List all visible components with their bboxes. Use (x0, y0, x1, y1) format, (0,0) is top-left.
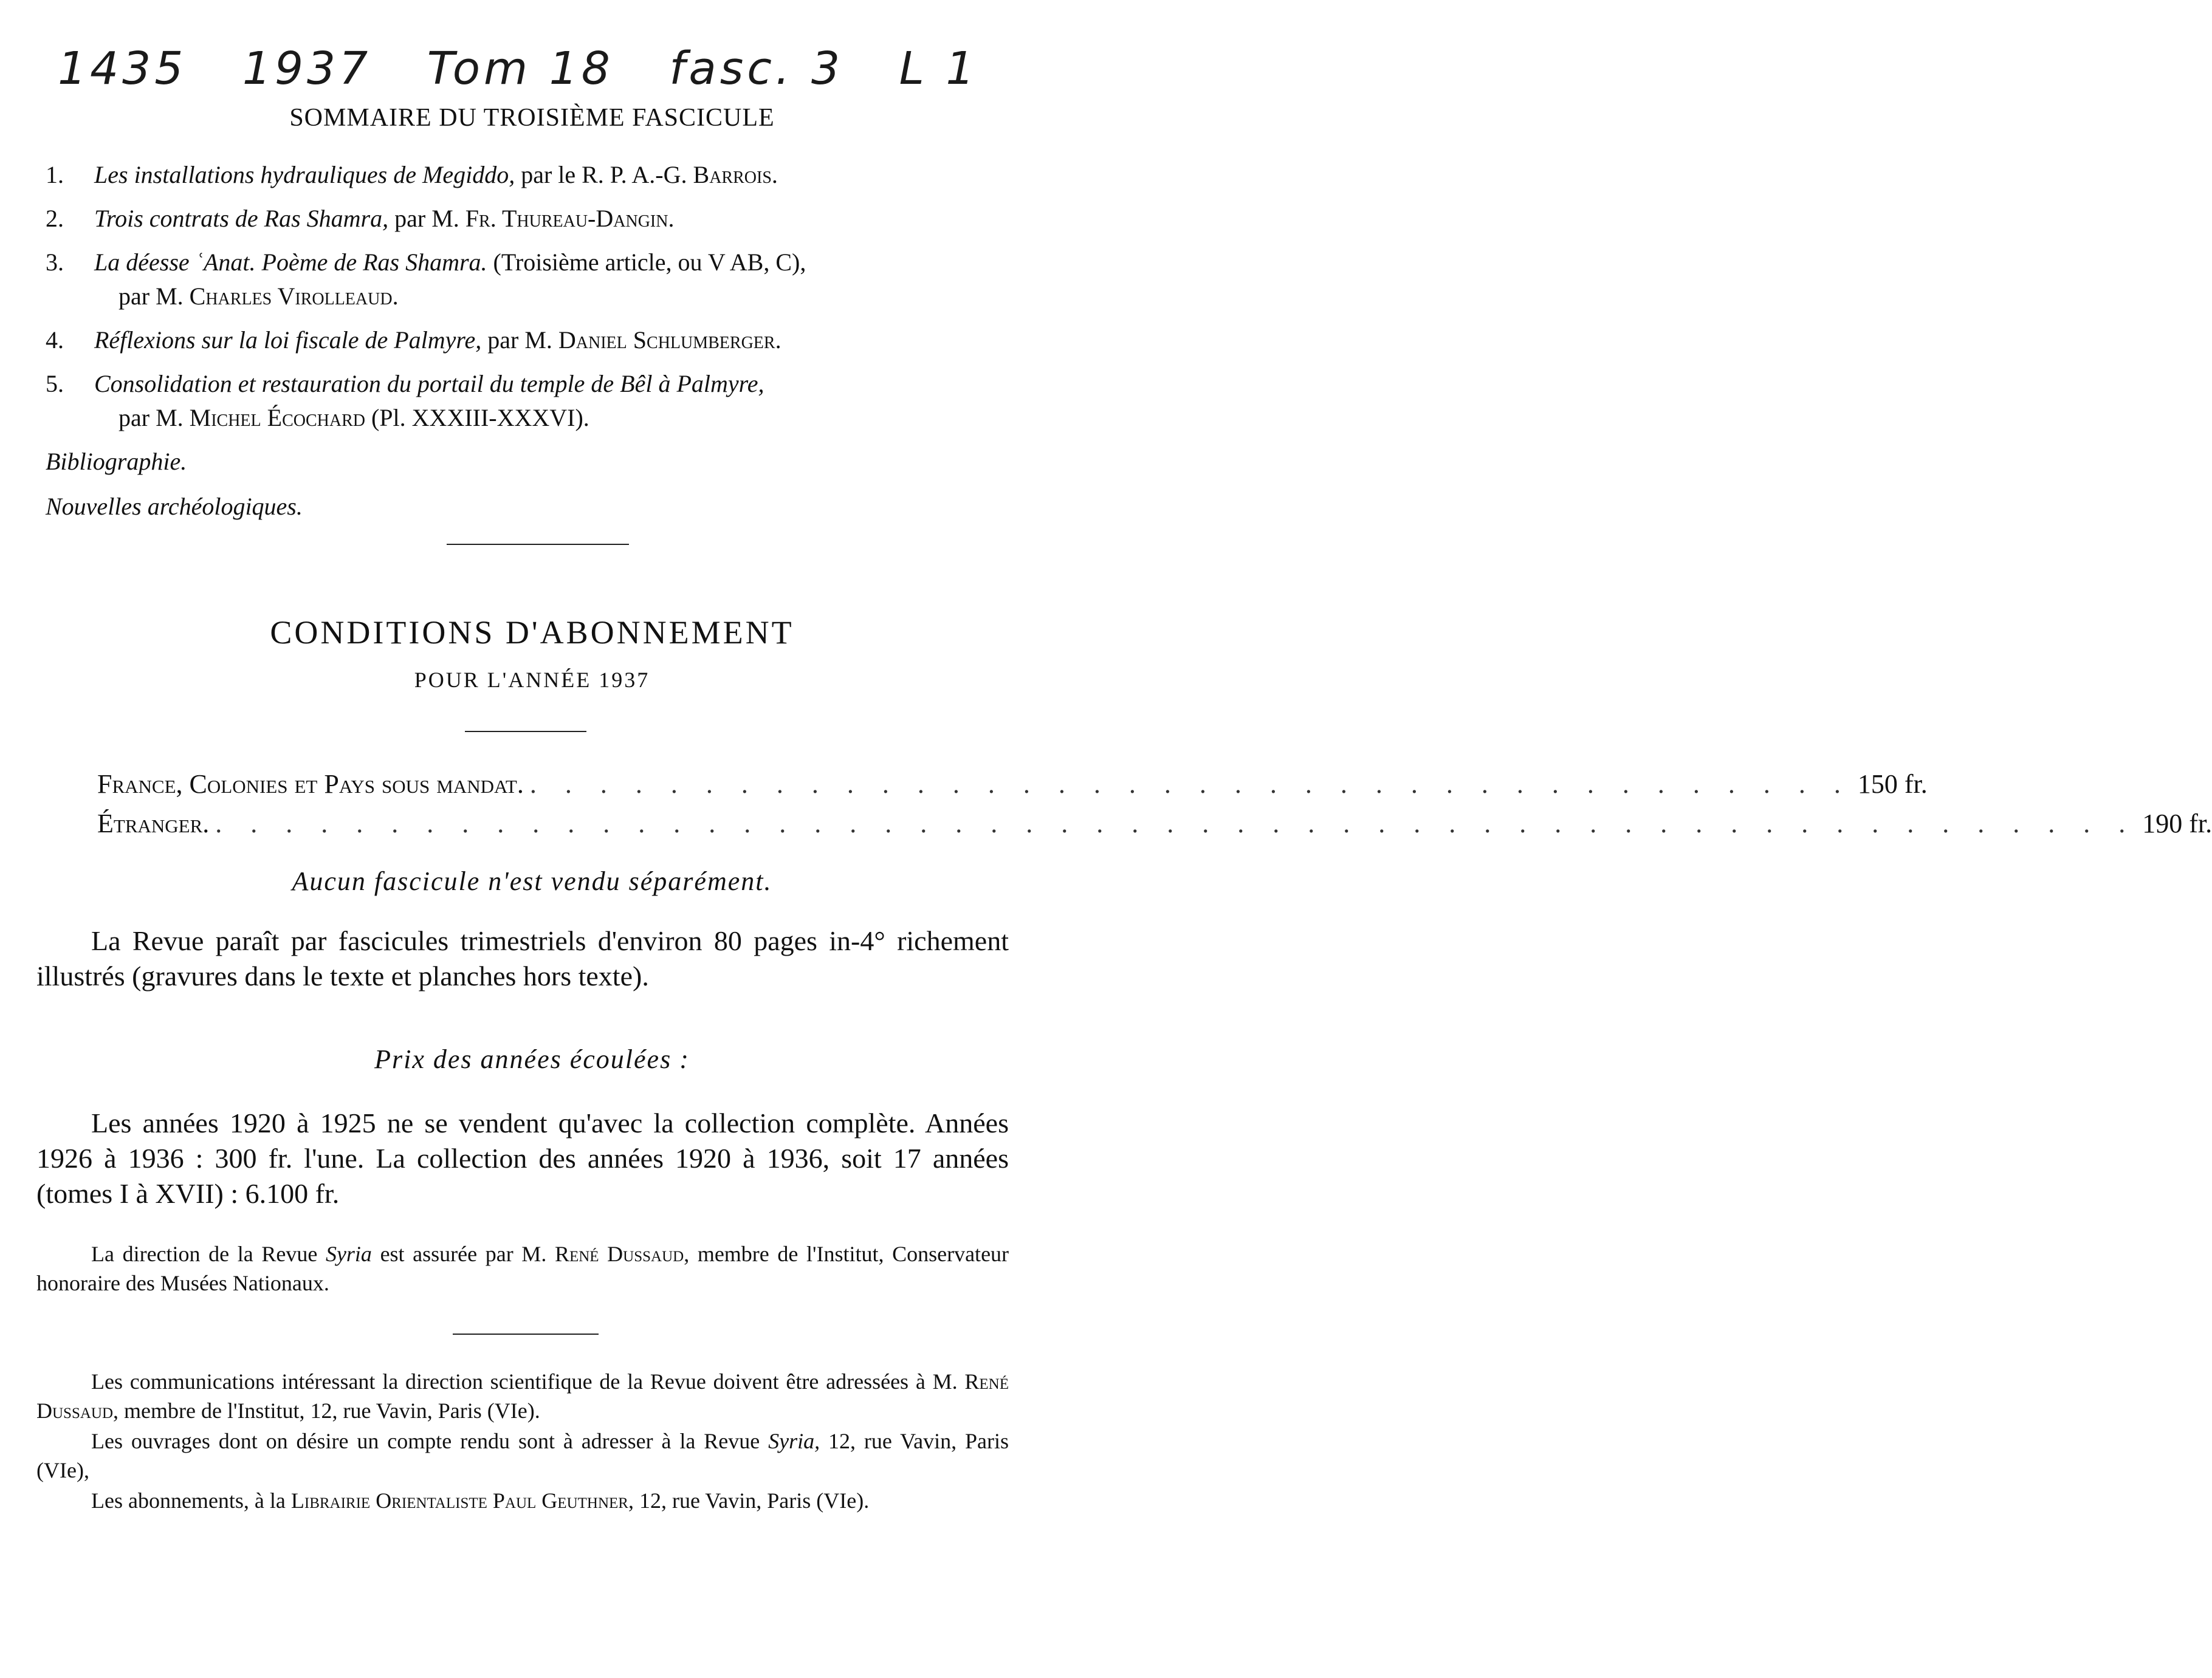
handwritten-fascicle: fasc. 3 (669, 43, 844, 95)
price-amount: 190 fr. (2142, 809, 2212, 838)
toc-author: Charles Virolleaud. (189, 283, 399, 310)
toc-by: par M. (118, 283, 184, 310)
table-of-contents (46, 158, 1018, 535)
journal-name: Syria (325, 1242, 372, 1266)
leader-dots: . . . . . . . . . . . . . . . . . . . . . . . . . . . . . . . . . . . . . . . . . . . . . . . . . . . . . . . (215, 809, 2137, 838)
toc-title: Réflexions sur la loi fiscale de Palmyre, (94, 326, 482, 354)
price-label: Étranger. (97, 809, 210, 838)
divider (453, 1334, 599, 1335)
toc-item (46, 158, 1018, 192)
toc-bibliographie: Bibliographie. (46, 448, 187, 475)
toc-author: Barrois. (693, 161, 778, 188)
contact-reviews (36, 1426, 1009, 1485)
conditions-subtitle: POUR L'ANNÉE 1937 (414, 668, 650, 692)
price-label: France, Colonies et Pays sous mandat. (97, 769, 524, 799)
toc-rest: (Troisième article, ou V AB, C), (493, 248, 806, 276)
contact-text: Les communications intéressant la direction scientifique de la Revue doivent être adressées à M. (91, 1369, 958, 1394)
toc-title: Trois contrats de Ras Shamra, (94, 205, 389, 232)
director-name: René Dussaud, (554, 1242, 690, 1266)
sale-notice: Aucun fascicule n'est vendu séparément. (292, 866, 772, 896)
toc-author: Daniel Schlumberger. (558, 326, 781, 354)
handwritten-tome: Tom 18 (427, 43, 614, 95)
leader-dots: . . . . . . . . . . . . . . . . . . . . . . . . . . . . . . . . . . . . . . (529, 769, 1852, 799)
toc-title: Les installations hydrauliques de Megiddo, (94, 161, 515, 188)
toc-number: 1. (46, 161, 64, 188)
toc-title: Consolidation et restauration du portail du temple de Bêl à Palmyre, (94, 370, 764, 397)
toc-nouvelles: Nouvelles archéologiques. (46, 493, 303, 520)
journal-name: Syria, (768, 1429, 820, 1453)
contact-text: 12, rue Vavin, Paris (VIe). (639, 1488, 870, 1513)
toc-continuation (94, 279, 1018, 313)
toc-number: 4. (46, 326, 64, 354)
toc-title: La déesse ʿAnat. Poème de Ras Shamra. (94, 248, 487, 276)
price-row-france (97, 769, 1928, 800)
toc-number: 3. (46, 248, 64, 276)
toc-item (46, 323, 1018, 357)
price-row-etranger (97, 808, 2212, 839)
contact-subscriptions (36, 1486, 1009, 1515)
past-years-paragraph: Les années 1920 à 1925 ne se vendent qu'avec la collection complète. Années 1926 à 1936 : 300 fr. l'une. La collection des années 1920 à 1936, soit 17 années (tomes I à XVII) : 6.100 fr. (36, 1108, 1009, 1209)
toc-item (46, 245, 1018, 313)
sommaire-title: SOMMAIRE DU TROISIÈME FASCICULE (289, 104, 775, 132)
toc-item (46, 367, 1018, 435)
toc-by: par M. (487, 326, 552, 354)
contact-communications (36, 1367, 1009, 1425)
contact-text: Les abonnements, à la (91, 1488, 286, 1513)
toc-by: par M. (394, 205, 459, 232)
toc-number: 5. (46, 370, 64, 397)
toc-author: Fr. Thureau-Dangin. (465, 205, 675, 232)
past-years-heading: Prix des années écoulées : (374, 1044, 690, 1074)
contact-text: membre de l'Institut, 12, rue Vavin, Paris (VIe). (124, 1399, 540, 1423)
contact-text: 12, rue Vavin, Paris (VIe), (36, 1429, 1009, 1482)
conditions-title: CONDITIONS D'ABONNEMENT (270, 614, 794, 651)
handwritten-code: L 1 (899, 43, 978, 95)
toc-author: Michel Écochard (189, 404, 365, 431)
toc-by: par M. (118, 404, 184, 431)
handwritten-annotation (58, 43, 1030, 95)
handwritten-number: 1435 (58, 43, 187, 95)
direction-paragraph (36, 1239, 1009, 1298)
price-amount: 150 fr. (1857, 769, 1928, 799)
divider (447, 544, 629, 545)
handwritten-year: 1937 (242, 43, 372, 95)
toc-rest: (Pl. XXXIII-XXXVI). (371, 404, 589, 431)
divider (465, 731, 586, 732)
toc-number: 2. (46, 205, 64, 232)
toc-item (46, 202, 1018, 236)
publisher-name: Librairie Orientaliste Paul Geuthner, (290, 1488, 634, 1513)
periodicity-paragraph: La Revue paraît par fascicules trimestriels d'environ 80 pages in-4° richement illustrés (gravures dans le texte et planches hors texte). (36, 925, 1009, 991)
toc-continuation (94, 401, 1018, 435)
toc-by: par le R. P. A.-G. (521, 161, 687, 188)
direction-text: membre de l'Institut, Conservateur honoraire des Musées Nationaux. (36, 1242, 1009, 1295)
direction-text: est assurée par M. (380, 1242, 547, 1266)
direction-text: La direction de la Revue (91, 1242, 318, 1266)
contact-text: Les ouvrages dont on désire un compte rendu sont à adresser à la Revue (91, 1429, 760, 1453)
contact-name: René Dussaud, (36, 1369, 1009, 1423)
